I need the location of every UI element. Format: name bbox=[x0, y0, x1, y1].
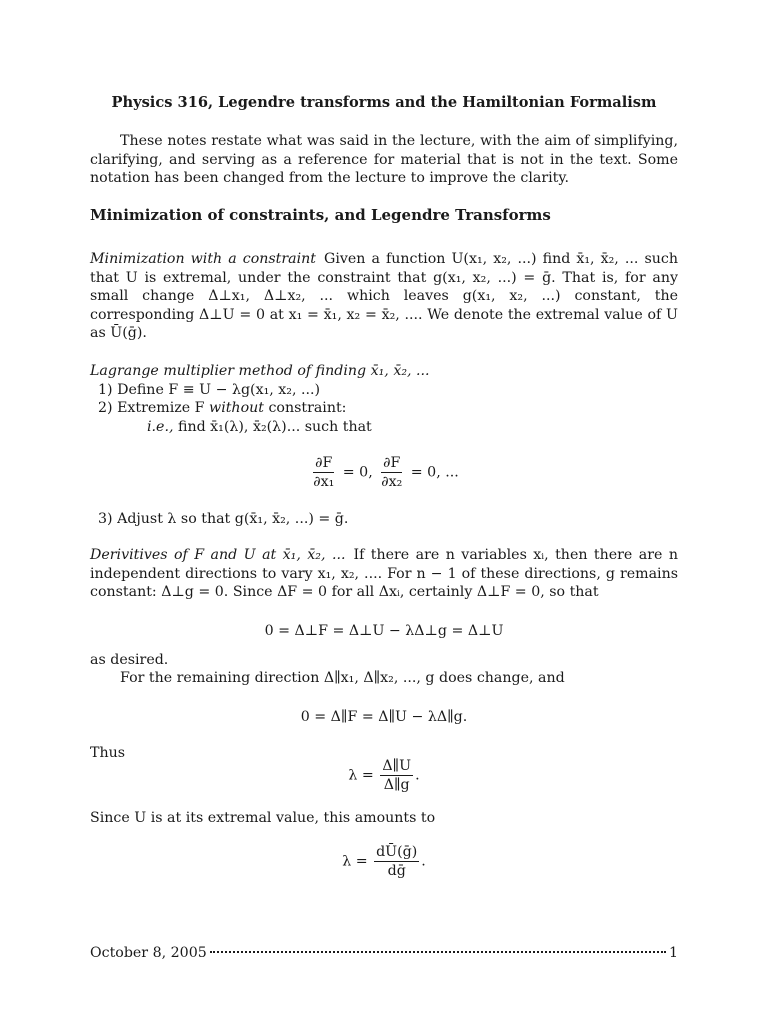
equation-perpendicular: 0 = Δ⊥F = Δ⊥U − λΔ⊥g = Δ⊥U bbox=[264, 623, 504, 639]
minimization-runin-heading: Minimization with a constraint bbox=[90, 251, 316, 267]
equation-separator: = 0, bbox=[338, 464, 378, 481]
fraction-dF-dx2 bbox=[379, 454, 404, 491]
fraction-dF-dx1 bbox=[311, 454, 336, 491]
step-2-prefix: 2) Extremize F bbox=[98, 400, 210, 416]
lagrange-step-2 bbox=[90, 399, 678, 418]
step-2-emphasis: without bbox=[209, 400, 264, 416]
fraction-numerator: ∂F bbox=[315, 455, 333, 471]
fraction-numerator: dŪ(ḡ) bbox=[376, 844, 418, 860]
page-footer bbox=[90, 944, 678, 963]
lagrange-method bbox=[90, 362, 678, 436]
lagrange-step-1: 1) Define F ≡ U − λg(x₁, x₂, ...) bbox=[98, 381, 321, 398]
fraction-numerator: Δ∥U bbox=[382, 758, 412, 774]
derivatives-runin-heading: Derivitives of F and U at x̄₁, x̄₂, ... bbox=[90, 547, 346, 563]
equation-lhs: λ = bbox=[348, 767, 379, 784]
lagrange-heading: Lagrange multiplier method of finding x̄₁, x̄₂, ... bbox=[90, 363, 430, 379]
as-desired-text: as desired. bbox=[90, 652, 169, 668]
minimization-paragraph bbox=[90, 250, 678, 343]
ie-abbrev: i.e., bbox=[147, 418, 174, 435]
since-text: Since U is at its extremal value, this amounts to bbox=[90, 810, 436, 826]
footer-date: October 8, 2005 bbox=[90, 945, 207, 961]
equation-parallel: 0 = Δ∥F = Δ∥U − λΔ∥g. bbox=[300, 709, 468, 725]
fraction-denominator: ∂x₂ bbox=[381, 474, 403, 490]
fraction-lambda-ratio bbox=[380, 757, 413, 794]
equation-lhs: λ = bbox=[342, 853, 373, 870]
fraction-denominator: ∂x₁ bbox=[313, 474, 335, 490]
intro-paragraph: These notes restate what was said in the lecture, with the aim of simplifying, clarifying, and serving as a reference for material that is not in the text. Some notation has been changed from the lecture to improve the clarity. bbox=[90, 133, 678, 186]
lagrange-step-2-detail bbox=[90, 418, 678, 437]
step-2-suffix: constraint: bbox=[263, 400, 347, 416]
equation-tail: . bbox=[421, 853, 426, 870]
lagrange-step-3: 3) Adjust λ so that g(x̄₁, x̄₂, ...) = ḡ. bbox=[98, 511, 349, 527]
footer-dot-leader bbox=[210, 951, 666, 953]
partial-derivative-equation bbox=[90, 454, 678, 491]
equation-lambda-derivative bbox=[90, 843, 678, 880]
document-page bbox=[90, 0, 678, 1024]
minimization-text: Given a function U(x₁, x₂, ...) find x̄₁, x̄₂, ... such that U is extremal, under the constraint that g(x₁, x₂, ...) = ḡ. That is, for any small change Δ⊥x₁, Δ⊥x₂, ... which leaves g(x₁, x₂, ...) constant, the corresponding Δ⊥U = 0 at x₁ = x̄₁, x₂ = x̄₂, .... We denote the extremal value of U as Ū(ḡ). bbox=[90, 251, 678, 341]
document-title: Physics 316, Legendre transforms and the Hamiltonian Formalism bbox=[111, 94, 657, 111]
derivatives-paragraph bbox=[90, 546, 678, 602]
equation-tail: = 0, ... bbox=[406, 464, 459, 481]
fraction-denominator: Δ∥g bbox=[383, 777, 410, 793]
equation-tail: . bbox=[415, 767, 420, 784]
section-heading: Minimization of constraints, and Legendre Transforms bbox=[90, 206, 551, 224]
thus-text: Thus bbox=[90, 745, 126, 761]
equation-lambda-ratio bbox=[90, 757, 678, 794]
fraction-lambda-derivative bbox=[374, 843, 419, 880]
step-2-detail-text: find x̄₁(λ), x̄₂(λ)... such that bbox=[173, 418, 372, 435]
remaining-direction-text: For the remaining direction Δ∥x₁, Δ∥x₂, ..., g does change, and bbox=[120, 670, 565, 686]
fraction-numerator: ∂F bbox=[383, 455, 401, 471]
page-number: 1 bbox=[668, 945, 678, 961]
fraction-denominator: dḡ bbox=[387, 863, 406, 879]
derivatives-text: If there are n variables xᵢ, then there are n independent directions to vary x₁, x₂, .... For n − 1 of these directions, g remains constant: Δ⊥g = 0. Since ΔF = 0 for all Δxᵢ, certainly Δ⊥F = 0, so that bbox=[90, 547, 678, 600]
